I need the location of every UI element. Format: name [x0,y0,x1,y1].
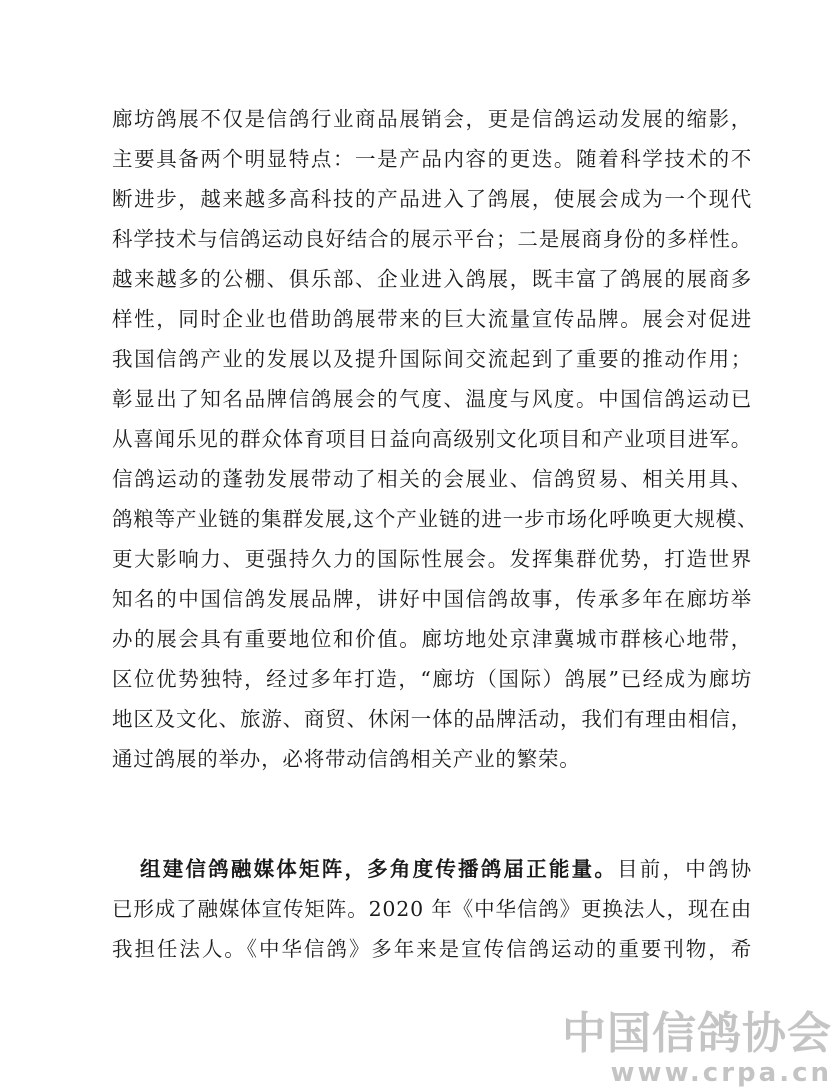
text-line: 廊坊鸽展不仅是信鸽行业商品展销会，更是信鸽运动发展的缩影， [112,107,752,131]
text-line: 鸽粮等产业链的集群发展,这个产业链的进一步市场化呼唤更大规模、 [112,507,759,531]
text-line: 信鸽运动的蓬勃发展带动了相关的会展业、信鸽贸易、相关用具、 [112,467,752,491]
text-line: 科学技术与信鸽运动良好结合的展示平台；二是展商身份的多样性。 [112,227,752,251]
text-line: 区位优势独特，经过多年打造，“廊坊（国际）鸽展”已经成为廊坊 [112,667,752,691]
text-line-last: 通过鸽展的举办，必将带动信鸽相关产业的繁荣。 [112,747,581,771]
text-line: 断进步，越来越多高科技的产品进入了鸽展，使展会成为一个现代 [112,187,752,211]
watermark-name: 中国信鸽协会 [562,1008,832,1059]
text-line: 彰显出了知名品牌信鸽展会的气度、温度与风度。中国信鸽运动已 [112,387,752,411]
text-line: 知名的中国信鸽发展品牌，讲好中国信鸽故事，传承多年在廊坊举 [112,587,752,611]
watermark [562,1010,832,1088]
text-line: 更大影响力、更强持久力的国际性展会。发挥集群优势，打造世界 [112,547,752,571]
text-line: 越来越多的公棚、俱乐部、企业进入鸽展，既丰富了鸽展的展商多 [112,267,752,291]
text-line: 主要具备两个明显特点：一是产品内容的更迭。随着科学技术的不 [112,147,752,171]
text-line: 已形成了融媒体宣传矩阵。2020 年《中华信鸽》更换法人，现在由 [112,897,752,921]
section-heading: 组建信鸽融媒体矩阵，多角度传播鸽届正能量。 [140,857,618,881]
text-line: 从喜闻乐见的群众体育项目日益向高级别文化项目和产业项目进军。 [112,427,752,451]
watermark-url: www.crpa.cn [610,1058,832,1088]
text-line [140,854,752,884]
text-line: 我国信鸽产业的发展以及提升国际间交流起到了重要的推动作用； [112,347,752,371]
text-run: 目前，中鸽协 [617,857,752,881]
text-line: 办的展会具有重要地位和价值。廊坊地处京津冀城市群核心地带， [112,627,752,651]
text-line: 地区及文化、旅游、商贸、休闲一体的品牌活动，我们有理由相信， [112,707,752,731]
text-line: 我担任法人。《中华信鸽》多年来是宣传信鸽运动的重要刊物，希 [112,937,752,961]
text-line: 样性，同时企业也借助鸽展带来的巨大流量宣传品牌。展会对促进 [112,307,752,331]
